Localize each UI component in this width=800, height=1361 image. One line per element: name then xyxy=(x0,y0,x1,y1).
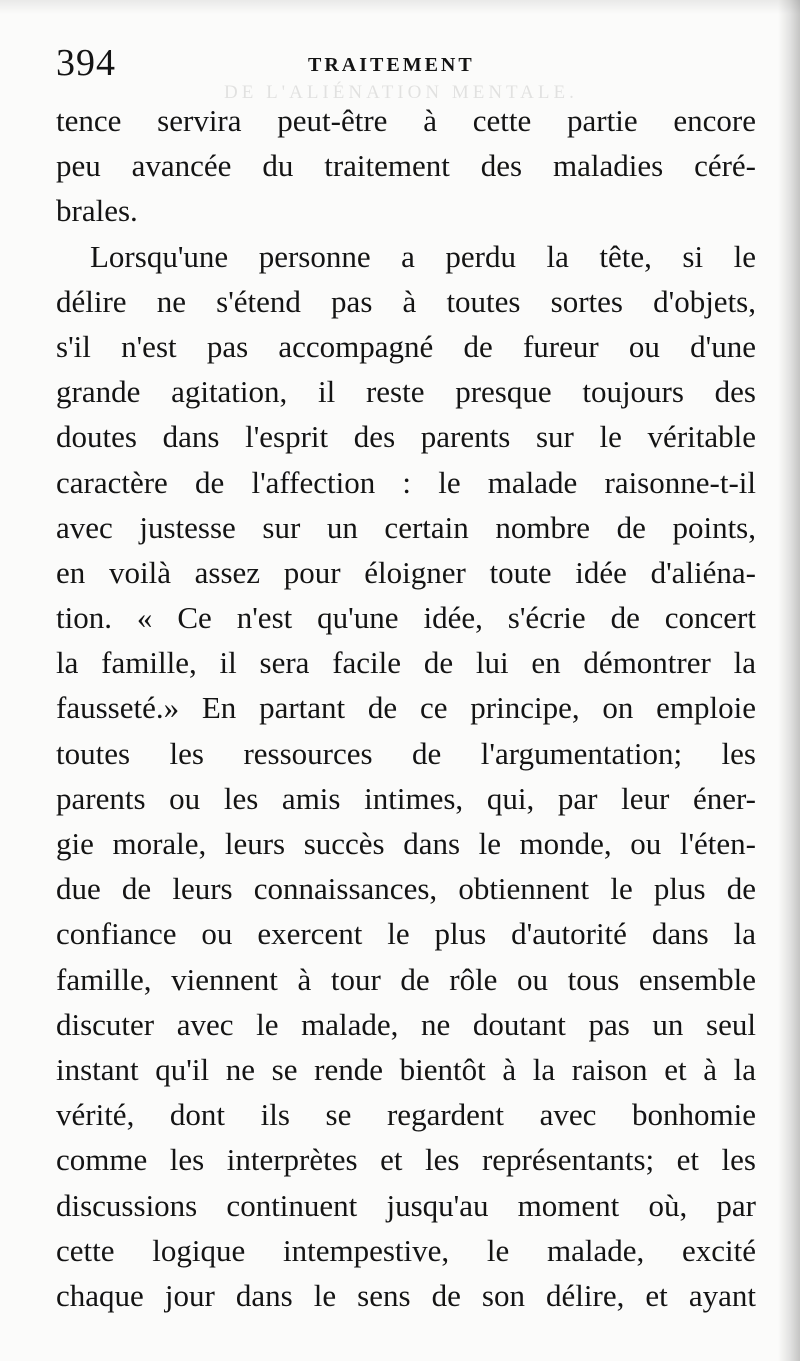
text-line: fausseté.» En partant de ce principe, on emploie xyxy=(56,690,756,726)
text-line: famille, viennent à tour de rôle ou tous ensemble xyxy=(56,961,756,997)
paragraph-start-line: Lorsqu'une personne a perdu la tête, si le xyxy=(90,238,756,274)
page-header xyxy=(56,38,756,103)
text-line: peu avancée du traitement des maladies céré- xyxy=(56,148,756,184)
text-line: cette logique intempestive, le malade, excité xyxy=(56,1232,756,1268)
text-line: délire ne s'étend pas à toutes sortes d'objets, xyxy=(56,283,756,319)
text-line: discussions continuent jusqu'au moment où, par xyxy=(56,1187,756,1223)
body-text xyxy=(56,98,756,1318)
text-line: tion. « Ce n'est qu'une idée, s'écrie de concert xyxy=(56,600,756,636)
text-line: vérité, dont ils se regardent avec bonhomie xyxy=(56,1097,756,1133)
text-line: brales. xyxy=(56,193,138,229)
text-line: grande agitation, il reste presque toujours des xyxy=(56,374,756,410)
page-number: 394 xyxy=(56,42,116,84)
page-top-shadow xyxy=(0,0,800,14)
bleed-through-text: DE L'ALIÉNATION MENTALE. xyxy=(224,82,578,103)
text-line: chaque jour dans le sens de son délire, et ayant xyxy=(56,1277,756,1313)
text-line: caractère de l'affection : le malade raisonne-t-il xyxy=(56,464,756,500)
text-line: doutes dans l'esprit des parents sur le véritable xyxy=(56,419,756,455)
text-line: la famille, il sera facile de lui en démontrer la xyxy=(56,645,756,681)
running-title: TRAITEMENT xyxy=(308,54,475,76)
text-line: s'il n'est pas accompagné de fureur ou d'une xyxy=(56,328,756,364)
page-edge-shadow xyxy=(778,0,800,1361)
text-line: due de leurs connaissances, obtiennent le plus de xyxy=(56,871,756,907)
text-line: parents ou les amis intimes, qui, par leur éner- xyxy=(56,780,756,816)
text-line: comme les interprètes et les représentants; et les xyxy=(56,1142,756,1178)
text-line: avec justesse sur un certain nombre de points, xyxy=(56,509,756,545)
text-line: en voilà assez pour éloigner toute idée d'aliéna- xyxy=(56,554,756,590)
text-line: instant qu'il ne se rende bientôt à la raison et à la xyxy=(56,1051,756,1087)
text-line: gie morale, leurs succès dans le monde, ou l'éten- xyxy=(56,826,756,861)
text-line: discuter avec le malade, ne doutant pas un seul xyxy=(56,1006,756,1042)
text-line: confiance ou exercent le plus d'autorité dans la xyxy=(56,916,756,952)
text-line: tence servira peut-être à cette partie encore xyxy=(56,103,756,138)
text-line: toutes les ressources de l'argumentation; les xyxy=(56,735,756,771)
